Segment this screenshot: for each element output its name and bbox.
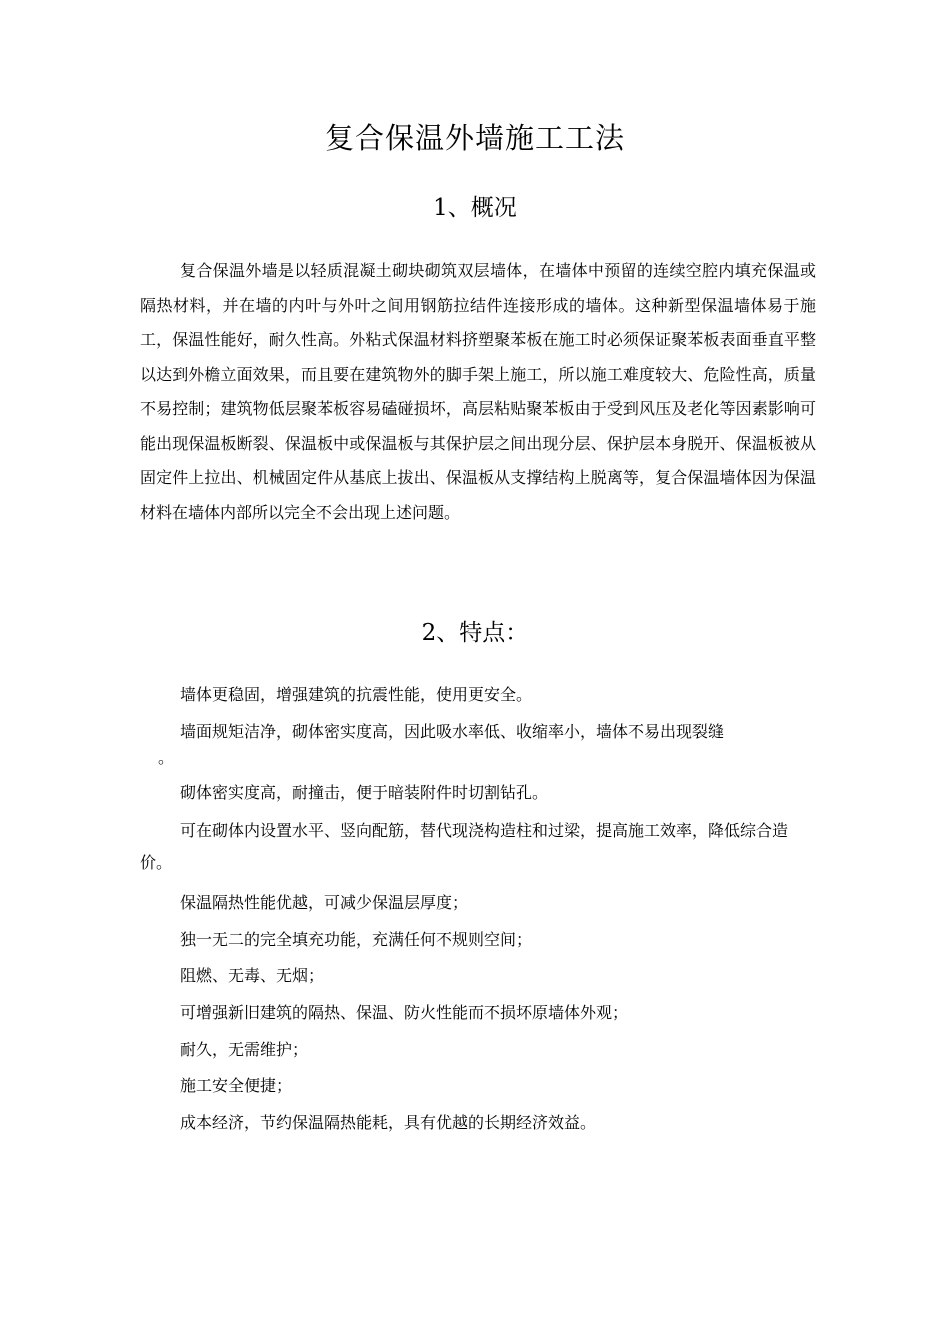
feature-item: 墙体更稳固，增强建筑的抗震性能，使用更安全。: [180, 685, 533, 704]
overview-paragraph: 复合保温外墙是以轻质混凝土砌块砌筑双层墙体，在墙体中预留的连续空腔内填充保温或隔热材料，并在墙的内叶与外叶之间用钢筋拉结件连接形成的墙体。这种新型保温墙体易于施工，保温性能好，耐久性高。外粘式保温材料挤塑聚苯板在施工时必须保证聚苯板表面垂直平整以达到外檐立面效果，而且要在建筑物外的脚手架上施工，所以施工难度较大、危险性高，质量不易控制；建筑物低层聚苯板容易磕碰损坏，高层粘贴聚苯板由于受到风压及老化等因素影响可能出现保温板断裂、保温板中或保温板与其保护层之间出现分层、保护层本身脱开、保温板被从固定件上拉出、机械固定件从基底上拔出、保温板从支撑结构上脱离等，复合保温墙体因为保温材料在墙体内部所以完全不会出现上述问题。: [140, 261, 816, 522]
feature-item: 砌体密实度高，耐撞击，便于暗装附件时切割钻孔。: [180, 783, 549, 802]
section-heading-features: 2、特点：: [421, 620, 529, 646]
feature-item: 独一无二的完全填充功能，充满任何不规则空间；: [180, 930, 533, 949]
feature-item: 保温隔热性能优越，可减少保温层厚度；: [180, 893, 469, 912]
section-heading-overview: 1、概况: [433, 195, 517, 221]
feature-item-continuation: 。: [158, 748, 175, 767]
feature-item: 可增强新旧建筑的隔热、保温、防火性能而不损坏原墙体外观；: [180, 1003, 629, 1022]
feature-item: 可在砌体内设置水平、竖向配筋，替代现浇构造柱和过梁，提高施工效率，降低综合造价。: [140, 821, 789, 872]
feature-item: 成本经济，节约保温隔热能耗，具有优越的长期经济效益。: [180, 1113, 597, 1132]
feature-item: 耐久，无需维护；: [180, 1040, 309, 1059]
document-title: 复合保温外墙施工工法: [324, 121, 625, 155]
feature-item: 阻燃、无毒、无烟；: [180, 966, 325, 985]
feature-item: 墙面规矩洁净，砌体密实度高，因此吸水率低、收缩率小，墙体不易出现裂缝: [180, 722, 725, 741]
feature-item: 施工安全便捷；: [180, 1076, 293, 1095]
